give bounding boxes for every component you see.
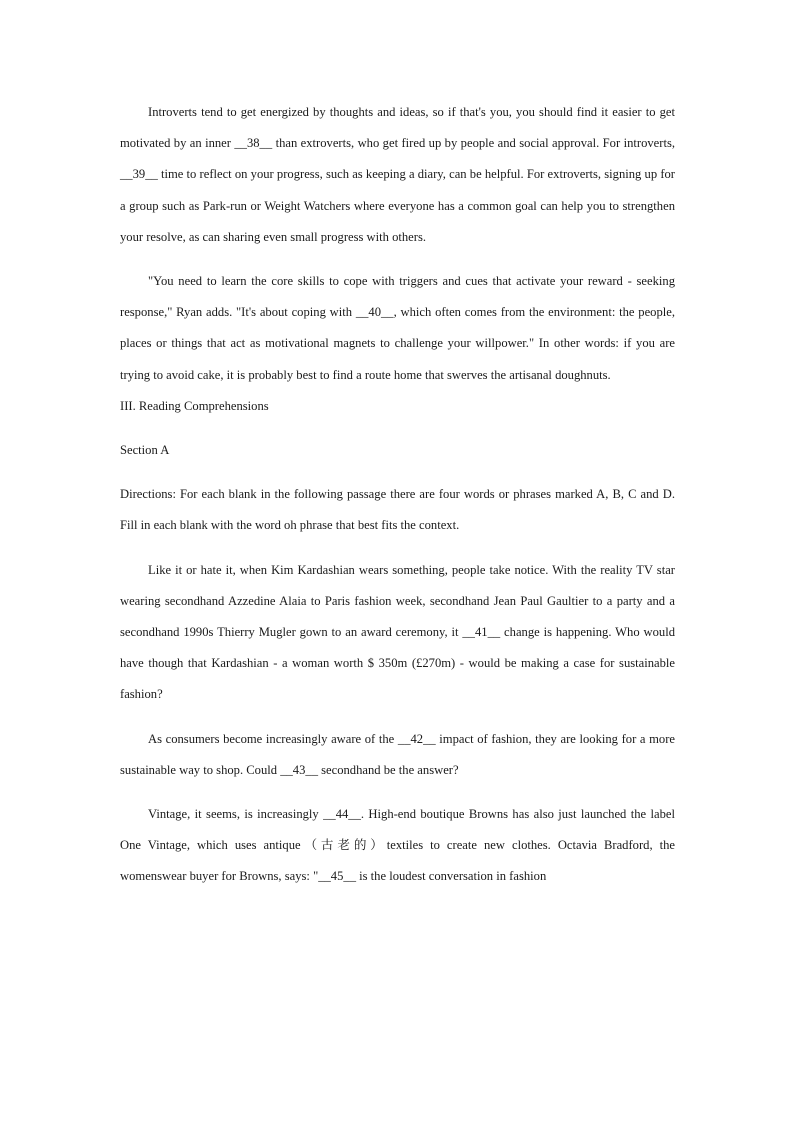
section-title: III. Reading Comprehensions — [120, 398, 269, 413]
section-subtitle: Section A — [120, 443, 170, 458]
passage-paragraph: Vintage, it seems, is increasingly __44__. High-end boutique Browns has also just launched the label One Vintage, which uses antique（古老的）textiles to create new clothes. Octavia Bradford, the womenswear buyer for Browns, says: "__45__ is the loudest conversation in fashion — [120, 807, 675, 884]
passage-paragraph: As consumers become increasingly aware of the __42__ impact of fashion, they are looking for a more sustainable way to shop. Could __43__ secondhand be the answer? — [120, 731, 675, 777]
directions: Directions: For each blank in the following passage there are four words or phrases marked A, B, C and D. Fill in each blank with the word oh phrase that best fits the context. — [120, 487, 675, 533]
document-page — [120, 97, 675, 893]
passage-paragraph: Introverts tend to get energized by thoughts and ideas, so if that's you, you should find it easier to get motivated by an inner __38__ than extroverts, who get fired up by people and social approval. For introverts, __39__ time to reflect on your progress, such as keeping a diary, can be helpful. For extroverts, signing up for a group such as Park-run or Weight Watchers where everyone has a common goal can help you to strengthen your resolve, as can sharing even small progress with others. — [120, 105, 675, 244]
passage-paragraph: "You need to learn the core skills to cope with triggers and cues that activate your reward - seeking response," Ryan adds. "It's about coping with __40__, which often comes from the environment: the people, places or things that act as motivational magnets to challenge your willpower." In other words: if you are trying to avoid cake, it is probably best to find a route home that swerves the artisanal doughnuts. — [120, 274, 675, 382]
passage-paragraph: Like it or hate it, when Kim Kardashian wears something, people take notice. With the reality TV star wearing secondhand Azzedine Alaia to Paris fashion week, secondhand Jean Paul Gaultier to a party and a secondhand 1990s Thierry Mugler gown to an award ceremony, it __41__ change is happening. Who would have though that Kardashian - a woman worth $ 350m (£270m) - would be making a case for sustainable fashion? — [120, 562, 675, 702]
